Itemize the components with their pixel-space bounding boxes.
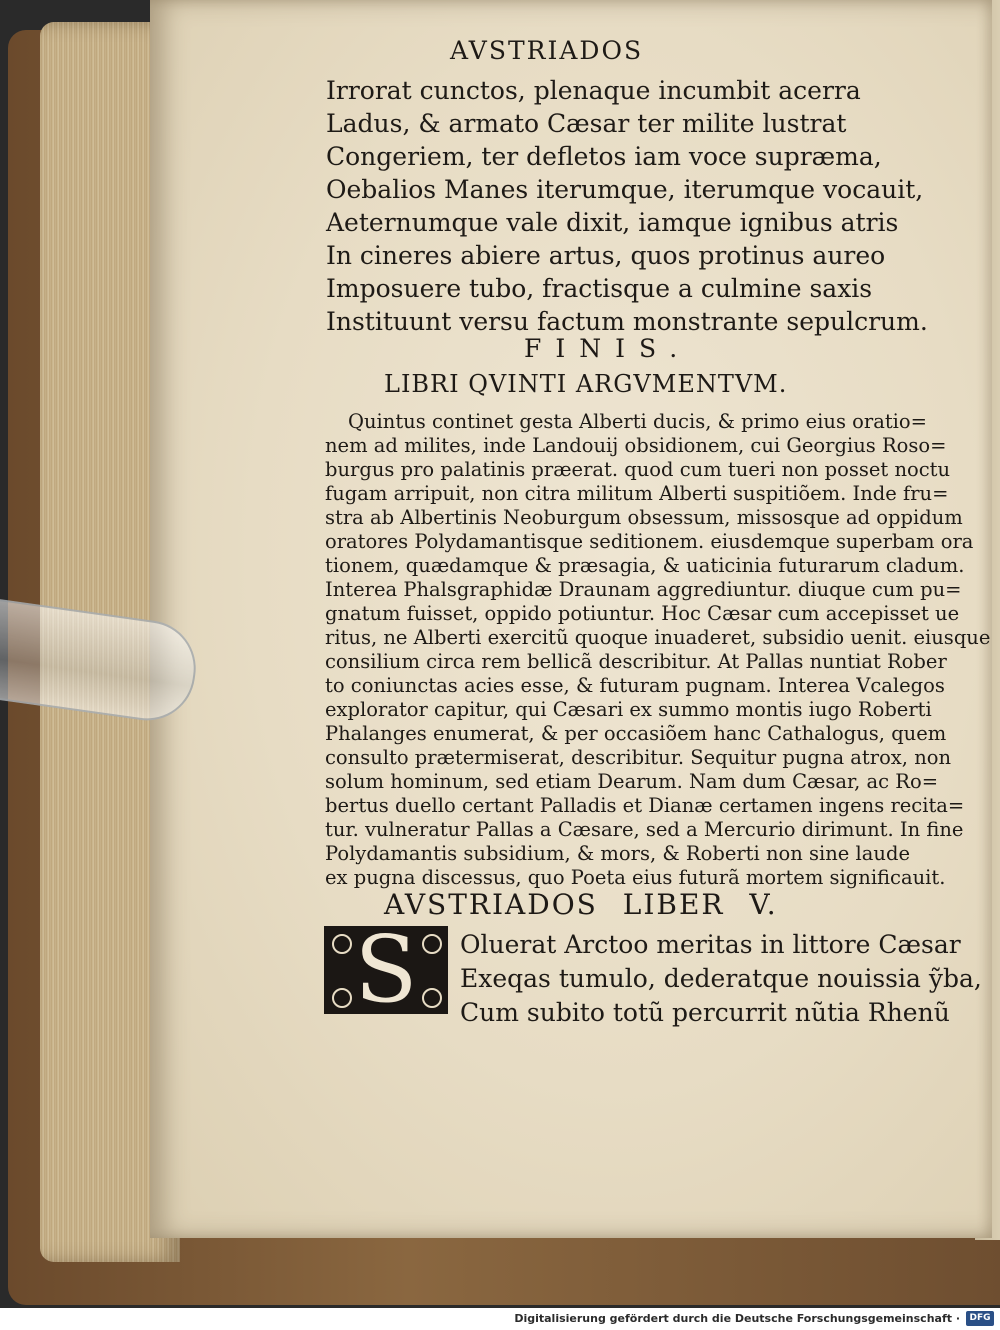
argument-line: ritus, ne Alberti exercitũ quoque inuaderet, subsidio uenit. eiusque bbox=[325, 626, 991, 649]
argument-line: bertus duello certant Palladis et Dianæ certamen ingens recita= bbox=[325, 794, 965, 817]
verse-line: Congeriem, ter defletos iam voce supræma, bbox=[326, 142, 882, 171]
initial-letter: S bbox=[354, 916, 418, 1023]
argument-line: Polydamantis subsidium, & mors, & Roberti non sine laude bbox=[325, 842, 910, 865]
argument-line: tur. vulneratur Pallas a Cæsare, sed a Mercurio dirimunt. In fine bbox=[325, 818, 964, 841]
argument-line: to coniunctas acies esse, & futuram pugnam. Interea Vcalegos bbox=[325, 674, 945, 697]
funding-credit: Digitalisierung gefördert durch die Deutsche Forschungsgemeinschaft · bbox=[514, 1312, 960, 1325]
argument-line: ex pugna discessus, quo Poeta eius futurã mortem significauit. bbox=[325, 866, 946, 889]
argument-line: Phalanges enumerat, & per occasiõem hanc Cathalogus, quem bbox=[325, 722, 947, 745]
verse-line: Ladus, & armato Cæsar ter milite lustrat bbox=[326, 109, 847, 138]
argument-line: consilium circa rem bellicã describitur. At Pallas nuntiat Rober bbox=[325, 650, 947, 673]
book-title: AVSTRIADOS LIBER V. bbox=[384, 888, 778, 921]
opening-line: Cum subito totũ percurrit nũtia Rhenũ bbox=[460, 998, 950, 1027]
verse-line: Instituunt versu factum monstrante sepulcrum. bbox=[326, 307, 928, 336]
opening-line: Exeqas tumulo, dederatque nouissia ỹba, bbox=[460, 964, 982, 993]
argument-line: consulto prætermiserat, describitur. Sequitur pugna atrox, non bbox=[325, 746, 952, 769]
argument-line: tionem, quædamque & præsagia, & uaticinia futurarum cladum. bbox=[325, 554, 965, 577]
argument-line: gnatum fuisset, oppido potiuntur. Hoc Cæsar cum accepisset ue bbox=[325, 602, 960, 625]
running-head: AVSTRIADOS bbox=[450, 36, 644, 65]
dfg-logo: DFG bbox=[966, 1311, 994, 1326]
argument-line: fugam arripuit, non citra militum Alberti suspitiõem. Inde fru= bbox=[325, 482, 949, 505]
argument-line: explorator capitur, qui Cæsari ex summo montis iugo Roberti bbox=[325, 698, 932, 721]
verse-line: Irrorat cunctos, plenaque incumbit acerra bbox=[326, 76, 861, 105]
argument-line: Quintus continet gesta Alberti ducis, & primo eius oratio= bbox=[348, 410, 928, 433]
argument-line: solum hominum, sed etiam Dearum. Nam dum Cæsar, ac Ro= bbox=[325, 770, 939, 793]
verse-line: Oebalios Manes iterumque, iterumque vocauit, bbox=[326, 175, 924, 204]
finis-heading: FINIS. bbox=[524, 334, 692, 363]
argument-line: stra ab Albertinis Neoburgum obsessum, missosque ad oppidum bbox=[325, 506, 963, 529]
argument-line: Interea Phalsgraphidæ Draunam aggrediuntur. diuque cum pu= bbox=[325, 578, 962, 601]
argument-line: oratores Polydamantisque seditionem. eiusdemque superbam ora bbox=[325, 530, 974, 553]
verse-line: In cineres abiere artus, quos protinus aureo bbox=[326, 241, 886, 270]
decorated-initial bbox=[324, 916, 448, 1023]
footer-bar bbox=[0, 1308, 1000, 1330]
argument-title: LIBRI QVINTI ARGVMENTVM. bbox=[384, 370, 788, 398]
verse-line: Aeternumque vale dixit, iamque ignibus atris bbox=[326, 208, 899, 237]
argument-line: burgus pro palatinis præerat. quod cum tueri non posset noctu bbox=[325, 458, 951, 481]
verse-line: Imposuere tubo, fractisque a culmine saxis bbox=[326, 274, 873, 303]
argument-line: nem ad milites, inde Landouij obsidionem, cui Georgius Roso= bbox=[325, 434, 947, 457]
opening-line: Oluerat Arctoo meritas in littore Cæsar bbox=[460, 930, 961, 959]
